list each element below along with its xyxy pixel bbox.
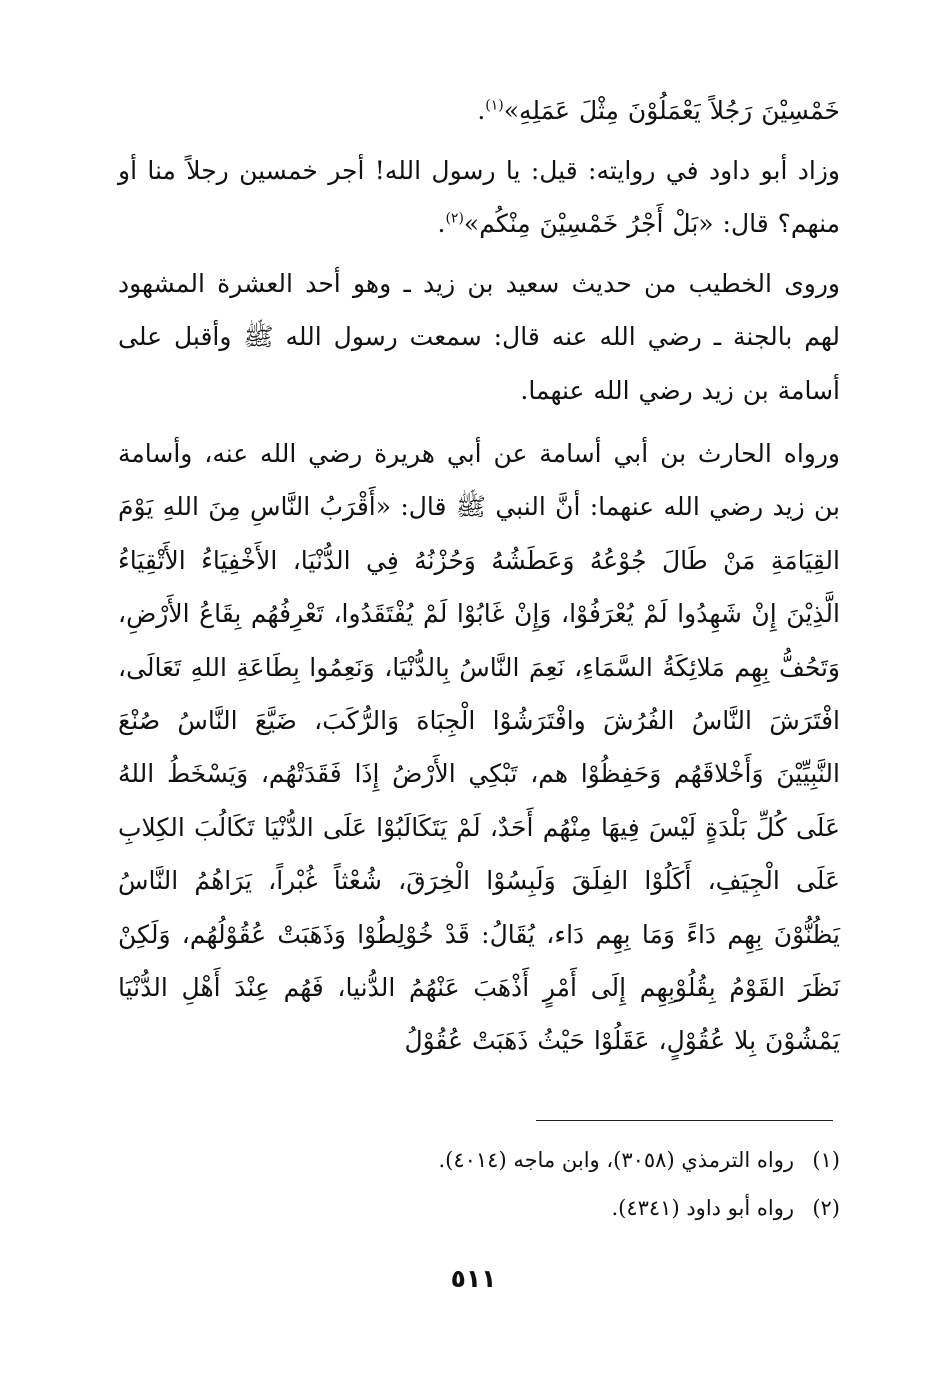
footnote-1-number: (١)	[812, 1148, 840, 1172]
paragraph-3	[118, 257, 840, 418]
footnote-2-text: رواه أبو داود (٤٣٤١).	[611, 1196, 794, 1220]
footnote-ref-1[interactable]: (١)	[485, 97, 504, 114]
paragraph-2-tail: .	[437, 209, 446, 238]
footnote-1	[118, 1136, 840, 1184]
footnotes	[118, 1136, 840, 1232]
paragraph-1	[118, 84, 840, 138]
paragraph-1-text: خَمْسِيْنَ رَجُلاً يَعْمَلُوْنَ مِثْلَ عَمَلِهِ»	[503, 96, 840, 125]
paragraph-3-text: وروى الخطيب من حديث سعيد بن زيد ـ وهو أحد العشرة المشهود لهم بالجنة ـ رضي الله عنه قال: سمعت رسول الله ﷺ وأقبل على أسامة بن زيد رضي الله عنهما.	[118, 268, 840, 405]
footnote-separator	[536, 1120, 833, 1121]
paragraph-2	[118, 144, 840, 251]
footnote-2-number: (٢)	[812, 1196, 840, 1220]
paragraph-4-text: ورواه الحارث بن أبي أسامة عن أبي هريرة رضي الله عنه، وأسامة بن زيد رضي الله عنهما: أنَّ النبي ﷺ قال: «أَقْرَبُ النَّاسِ مِنَ اللهِ يَوْمَ القِيَامَةِ مَنْ طَالَ جُوْعُهُ وَعَطَشُهُ وَحُزْنُهُ فِي الدُّنْيَا، الأَخْفِيَاءُ الأَتْقِيَاءُ الَّذِيْنَ إِنْ شَهِدُوا لَمْ يُعْرَفُوْا، وَإِنْ غَابُوْا لَمْ يُفْتَقَدُوا، تَعْرِفُهُم بِقَاعُ الأَرْضِ، وَتَحُفُّ بِهِم مَلائِكَةُ السَّمَاءِ، نَعِمَ النَّاسُ بِالدُّنْيَا، وَنَعِمُوا بِطَاعَةِ اللهِ تَعَالَى، افْتَرَشَ النَّاسُ الفُرُشَ وافْتَرَشُوْا الْجِبَاهَ وَالرُّكَبَ، ضَيَّعَ النَّاسُ صُنْعَ النَّبِيِّيْنَ وَأَخْلاقَهُم وَحَفِظُوْا هم، تَبْكِي الأَرْضُ إِذَا فَقَدَتْهُم، وَيَسْخَطُ اللهُ عَلَى كُلِّ بَلْدَةٍ لَيْسَ فِيهَا مِنْهُم أَحَدٌ، لَمْ يَتَكَالَبُوْا عَلَى الدُّنْيَا تَكَالُبَ الكِلابِ عَلَى الْجِيَفِ، أَكَلُوْا الفِلَقَ وَلَبِسُوْا الْخِرَقَ، شُعْثاً غُبْراً، يَرَاهُمُ النَّاسُ يَظُنُّوْنَ بِهِم دَاءً وَمَا بِهِم دَاء، يُقَالُ: قَدْ خُوْلِطُوْا وَذَهَبَتْ عُقُوْلُهُم، وَلَكِنْ نَظَرَ القَوْمُ بِقُلُوْبِهِم إِلَى أَمْرٍ أَذْهَبَ عَنْهُمُ الدُّنيا، فَهُم عِنْدَ أَهْلِ الدُّنْيَا يَمْشُوْنَ بِلا عُقُوْلٍ، عَقَلُوْا حَيْثُ ذَهَبَتْ عُقُوْلُ	[118, 439, 840, 1056]
page-number: ٥١١	[450, 1264, 497, 1293]
page-body	[118, 84, 840, 1068]
footnote-1-text: رواه الترمذي (٣٠٥٨)، وابن ماجه (٤٠١٤).	[438, 1148, 794, 1172]
paragraph-4	[118, 427, 840, 1068]
paragraph-2-text: وزاد أبو داود في روايته: قيل: يا رسول الله! أجر خمسين رجلاً منا أو منهم؟ قال: «بَلْ أَجْرُ خَمْسِيْنَ مِنْكُم»	[118, 155, 840, 238]
paragraph-1-tail: .	[477, 96, 486, 125]
footnote-2	[118, 1184, 840, 1232]
footnote-ref-2[interactable]: (٢)	[445, 210, 464, 227]
